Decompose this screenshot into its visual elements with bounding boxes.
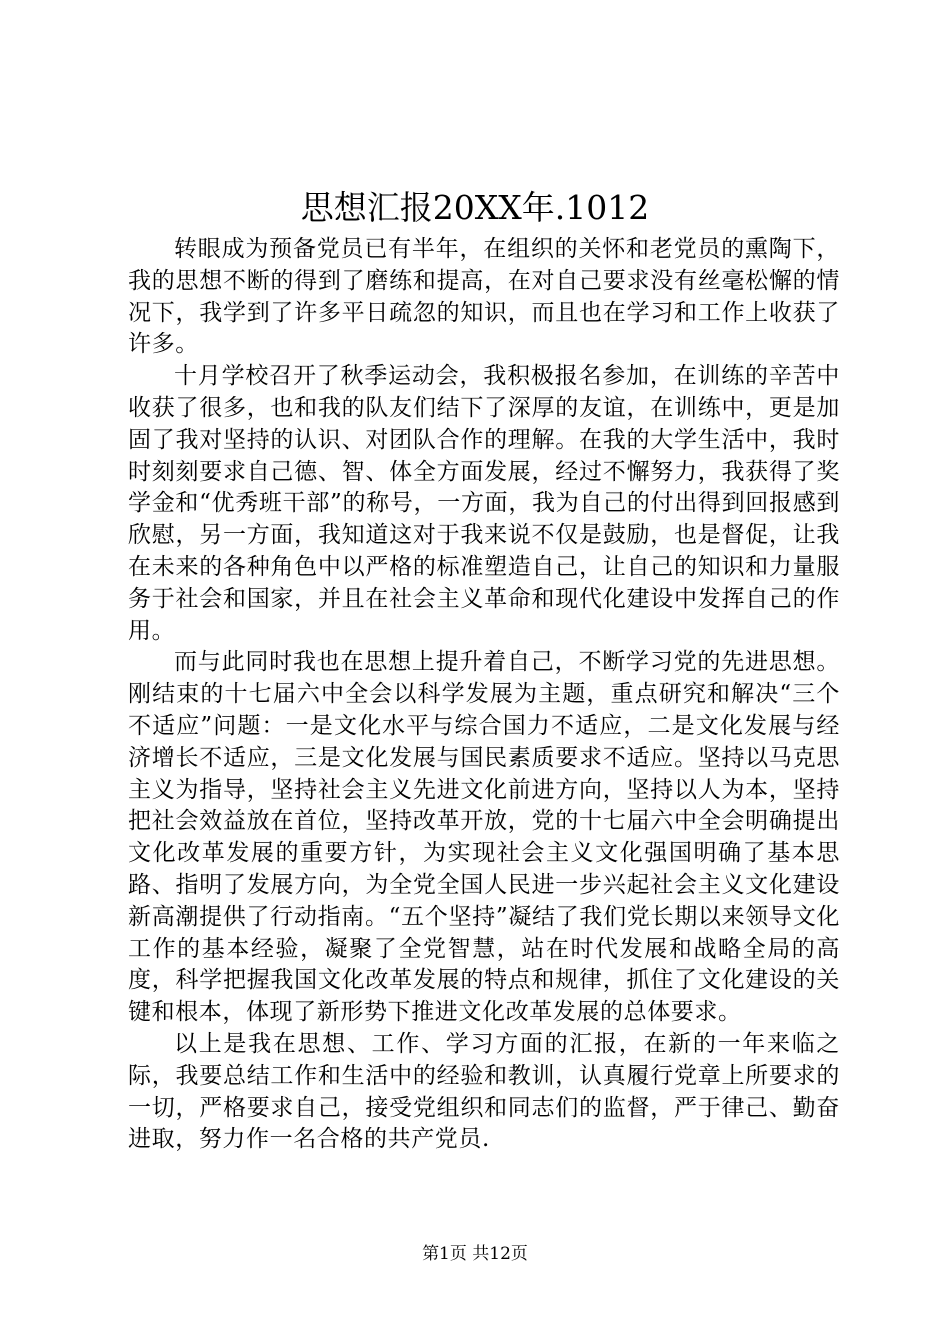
page-number: 第1页 <box>422 1244 467 1264</box>
paragraph: 十月学校召开了秋季运动会，我积极报名参加，在训练的辛苦中收获了很多，也和我的队友们结下了深厚的友谊，在训练中，更是加固了我对坚持的认识、对团队合作的理解。在我的大学生活中，我时时刻刻要求自己德、智、体全方面发展，经过不懈努力，我获得了奖学金和“优秀班干部”的称号，一方面，我为自己的付出得到回报感到欣慰，另一方面，我知道这对于我来说不仅是鼓励，也是督促，让我在未来的各种角色中以严格的标准塑造自己，让自己的知识和力量服务于社会和国家，并且在社会主义革命和现代化建设中发挥自己的作用。 <box>128 363 840 644</box>
paragraph: 转眼成为预备党员已有半年，在组织的关怀和老党员的熏陶下，我的思想不断的得到了磨练和提高，在对自己要求没有丝毫松懈的情况下，我学到了许多平日疏忽的知识，而且也在学习和工作上收获了许多。 <box>128 236 840 358</box>
paragraph: 以上是我在思想、工作、学习方面的汇报，在新的一年来临之际，我要总结工作和生活中的经验和教训，认真履行党章上所要求的一切，严格要求自己，接受党组织和同志们的监督，严于律己、勤奋进取，努力作一名合格的共产党员. <box>128 1030 840 1153</box>
document-title: 思想汇报20XX年.1012 <box>300 188 650 227</box>
page-total: 共12页 <box>472 1244 528 1264</box>
paragraph: 而与此同时我也在思想上提升着自己，不断学习党的先进思想。刚结束的十七届六中全会以科学发展为主题，重点研究和解决“三个不适应”问题：一是文化水平与综合国力不适应，二是文化发展与经济增长不适应，三是文化发展与国民素质要求不适应。坚持以马克思主义为指导，坚持社会主义先进文化前进方向，坚持以人为本，坚持把社会效益放在首位，坚持改革开放，党的十七届六中全会明确提出文化改革发展的重要方针，为实现社会主义文化强国明确了基本思路、指明了发展方向，为全党全国人民进一步兴起社会主义文化建设新高潮提供了行动指南。“五个坚持”凝结了我们党长期以来领导文化工作的基本经验，凝聚了全党智慧，站在时代发展和战略全局的高度，科学把握我国文化改革发展的特点和规律，抓住了文化建设的关键和根本，体现了新形势下推进文化改革发展的总体要求。 <box>128 649 840 1026</box>
page-footer <box>0 1242 950 1266</box>
document-body <box>128 234 840 1156</box>
